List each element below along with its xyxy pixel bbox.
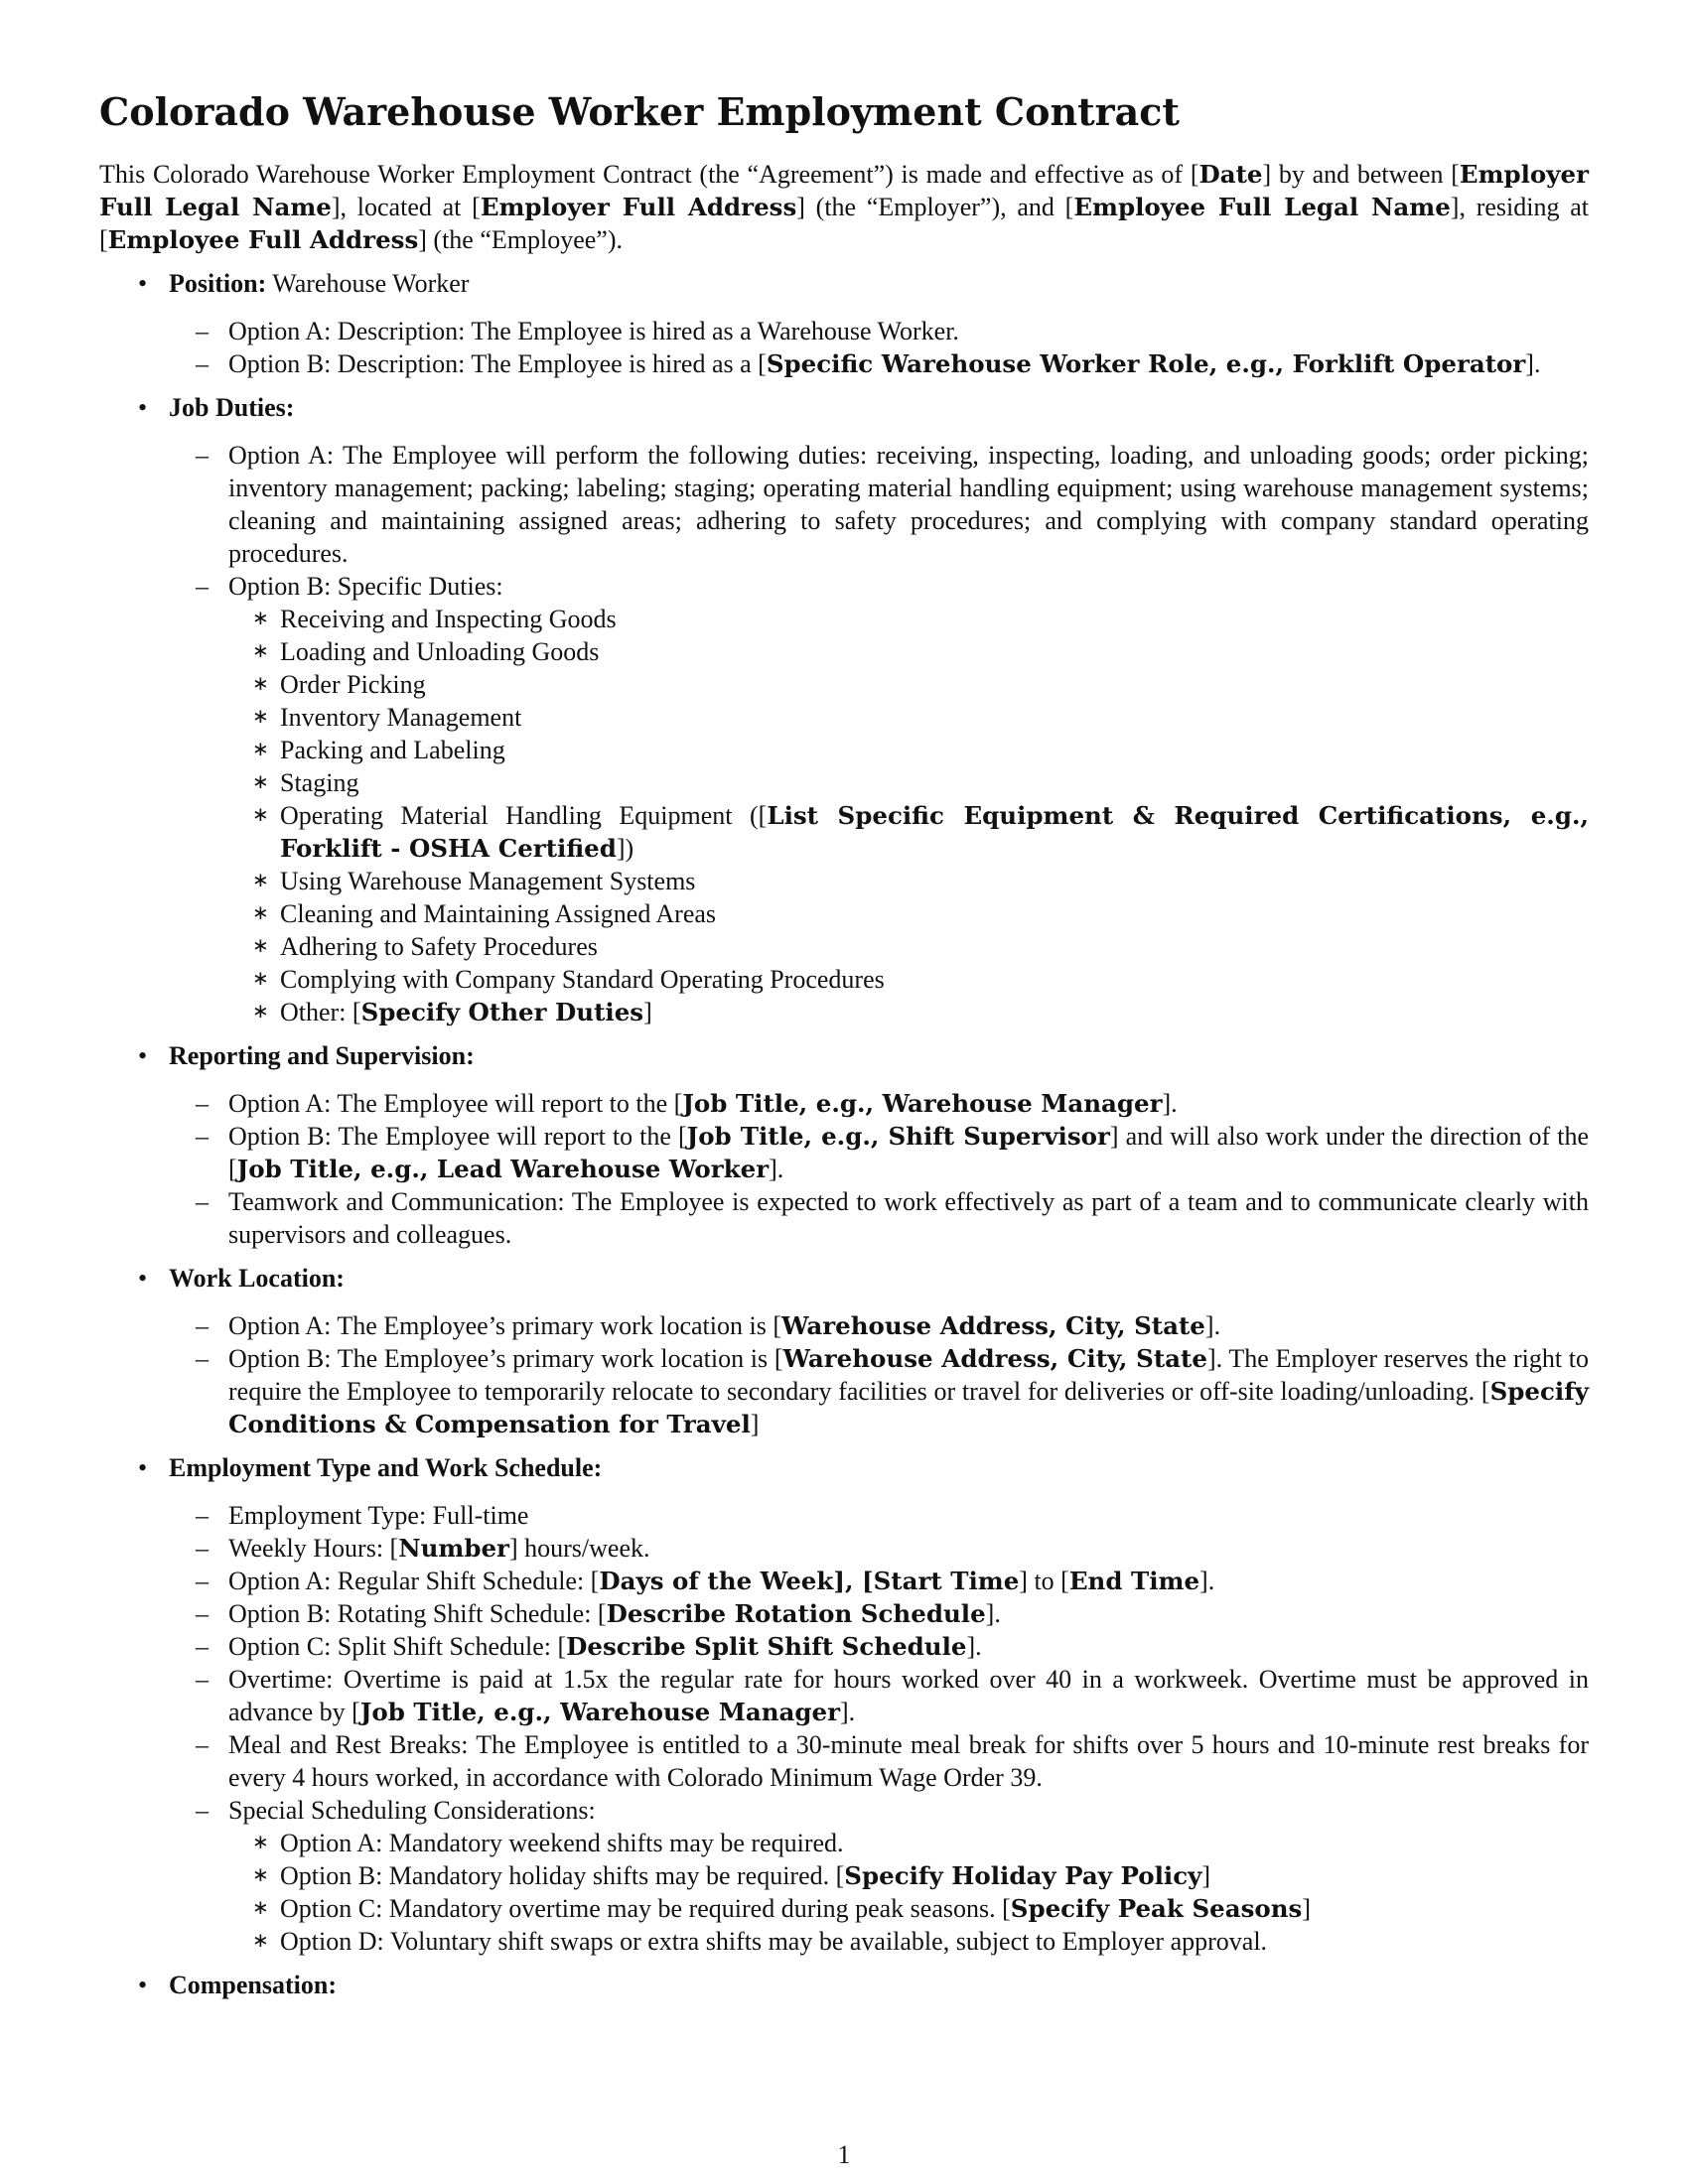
sub-option-list (228, 603, 1589, 1028)
option-item (169, 1630, 1589, 1663)
dash-icon: – (196, 349, 209, 378)
asterisk-icon: ∗ (252, 902, 269, 924)
dash-icon: – (196, 1567, 209, 1595)
option-text (228, 1632, 982, 1661)
asterisk-icon: ∗ (252, 1001, 269, 1023)
sub-option-text (280, 670, 426, 699)
placeholder-field: Specific Warehouse Worker Role, e.g., Forklift Operator (766, 349, 1526, 378)
text-run: Cleaning and Maintaining Assigned Areas (280, 899, 717, 928)
text-run: ]. (1199, 1567, 1215, 1595)
dash-icon: – (196, 1534, 209, 1563)
option-item (169, 1309, 1589, 1342)
sub-option-text (280, 637, 599, 666)
placeholder-field: Job Title, e.g., Warehouse Manager (359, 1698, 841, 1726)
section-heading: Reporting and Supervision: (169, 1041, 475, 1070)
sub-option-text (280, 605, 617, 633)
bullet-icon: • (138, 1453, 148, 1482)
bullet-icon: • (138, 393, 148, 422)
option-text (228, 1187, 1589, 1249)
sub-option-item (228, 766, 1589, 799)
text-run: ]. (1162, 1089, 1178, 1118)
option-item (169, 1087, 1589, 1120)
text-run: ]. (840, 1698, 856, 1726)
text-run: Other: [ (280, 998, 361, 1026)
text-run: Inventory Management (280, 703, 522, 732)
sub-option-item (228, 1859, 1589, 1892)
sub-option-item (228, 799, 1589, 865)
option-item (169, 1597, 1589, 1630)
placeholder-field: Employee Full Legal Name (1073, 193, 1451, 221)
sub-option-item (228, 668, 1589, 701)
sub-option-item (228, 734, 1589, 766)
section-heading: Work Location: (169, 1264, 345, 1293)
section-item (99, 1039, 1589, 1251)
sub-option-text (280, 1861, 1210, 1890)
section-item (99, 391, 1589, 1028)
option-item (169, 1185, 1589, 1251)
section-item (99, 1969, 1589, 2001)
page-title: Colorado Warehouse Worker Employment Contract (99, 89, 1180, 134)
dash-icon: – (196, 1187, 209, 1216)
sub-option-text (280, 1829, 844, 1857)
text-run: Special Scheduling Considerations: (228, 1796, 596, 1825)
asterisk-icon: ∗ (252, 968, 269, 990)
text-run: ]. (1525, 349, 1541, 378)
placeholder-field: Employer Full Address (480, 193, 797, 221)
text-run: ]. (985, 1599, 1001, 1628)
option-text (228, 1796, 596, 1825)
sub-option-item (228, 701, 1589, 734)
section-heading: Compensation: (169, 1971, 338, 1999)
text-run: Option D: Voluntary shift swaps or extra shifts may be available, subject to Employer approval. (280, 1927, 1268, 1956)
text-run: ] (1201, 1861, 1211, 1890)
placeholder-field: Job Title, e.g., Lead Warehouse Worker (236, 1155, 770, 1183)
placeholder-field: Date (1198, 160, 1263, 189)
option-item (169, 570, 1589, 1028)
sub-option-text (280, 768, 358, 797)
asterisk-icon: ∗ (252, 935, 269, 957)
sub-option-text (280, 1894, 1311, 1923)
option-text (228, 1534, 649, 1563)
option-item (169, 1499, 1589, 1532)
document-page (99, 84, 1589, 2001)
sub-option-text (280, 736, 505, 764)
section-heading: Position: (169, 269, 267, 298)
sub-option-text (280, 867, 695, 895)
option-text (228, 317, 959, 345)
text-run: Employment Type: Full-time (228, 1501, 529, 1530)
option-text (228, 1599, 1001, 1628)
placeholder-field: Warehouse Address, City, State (782, 1344, 1207, 1373)
sub-option-item (228, 996, 1589, 1028)
placeholder-field: Specify Conditions & Compensation for Travel (228, 1377, 1589, 1438)
asterisk-icon: ∗ (252, 1832, 269, 1853)
text-run: ]. (1204, 1311, 1221, 1340)
option-item (169, 347, 1589, 380)
option-list (169, 439, 1589, 1028)
asterisk-icon: ∗ (252, 608, 269, 629)
sub-option-text (280, 1927, 1267, 1956)
sub-option-item (228, 1827, 1589, 1859)
asterisk-icon: ∗ (252, 870, 269, 891)
sub-option-text (280, 899, 716, 928)
option-list (169, 1499, 1589, 1958)
option-text (228, 349, 1540, 378)
text-run: ] (the “Employer”), and [ (796, 193, 1074, 221)
bullet-icon: • (138, 1971, 148, 1999)
placeholder-field: Employer Full Legal Name (99, 160, 1589, 221)
text-run: ]. (769, 1155, 784, 1183)
dash-icon: – (196, 1311, 209, 1340)
text-run: Option A: Mandatory weekend shifts may be required. (280, 1829, 844, 1857)
placeholder-field: Specify Peak Seasons (1010, 1894, 1303, 1923)
option-text (228, 1089, 1178, 1118)
text-run: Teamwork and Communication: The Employee is expected to work effectively as part of a team and to communicate clearly with supervisors and colleagues. (228, 1187, 1589, 1249)
placeholder-field: Describe Split Shift Schedule (566, 1632, 967, 1661)
bullet-icon: • (138, 269, 148, 298)
dash-icon: – (196, 1122, 209, 1151)
text-run: Option C: Split Shift Schedule: [ (228, 1632, 567, 1661)
text-run: ]. The Employer reserves the right to require the Employee to temporarily relocate to secondary facilities or travel for deliveries or off-site loading/unloading. [ (228, 1344, 1589, 1406)
option-item (169, 315, 1589, 347)
sub-option-item (228, 930, 1589, 963)
asterisk-icon: ∗ (252, 1930, 269, 1952)
asterisk-icon: ∗ (252, 673, 269, 695)
option-text (228, 1665, 1589, 1726)
text-run: Overtime: Overtime is paid at 1.5x the regular rate for hours worked over 40 in a workweek. Overtime must be approved in advance by [ (228, 1665, 1589, 1726)
sub-option-item (228, 1925, 1589, 1958)
option-item (169, 1728, 1589, 1794)
option-list (169, 1087, 1589, 1251)
option-text (228, 1122, 1589, 1183)
dash-icon: – (196, 1599, 209, 1628)
sub-option-text (280, 801, 1589, 863)
section-item (99, 1451, 1589, 1958)
section-heading: Employment Type and Work Schedule: (169, 1453, 603, 1482)
bullet-icon: • (138, 1041, 148, 1070)
document-body (99, 158, 1589, 2001)
text-run: ], located at [ (331, 193, 481, 221)
dash-icon: – (196, 1089, 209, 1118)
text-run: Option A: The Employee will report to the [ (228, 1089, 683, 1118)
asterisk-icon: ∗ (252, 804, 269, 826)
placeholder-field: Job Title, e.g., Shift Supervisor (686, 1122, 1110, 1151)
option-item (169, 1532, 1589, 1565)
page-number: 1 (837, 2140, 851, 2169)
text-run: Weekly Hours: [ (228, 1534, 399, 1563)
option-item (169, 439, 1589, 570)
asterisk-icon: ∗ (252, 1864, 269, 1886)
text-run: Using Warehouse Management Systems (280, 867, 696, 895)
text-run: Adhering to Safety Procedures (280, 932, 598, 961)
text-run: ]) (616, 834, 634, 863)
dash-icon: – (196, 1730, 209, 1759)
text-run: ] and will also work under the direction of the [ (228, 1122, 1589, 1183)
sub-option-item (228, 635, 1589, 668)
sub-option-item (228, 865, 1589, 897)
text-run: ] (the “Employee”). (418, 225, 623, 254)
asterisk-icon: ∗ (252, 640, 269, 662)
placeholder-field: Job Title, e.g., Warehouse Manager (682, 1089, 1163, 1118)
sub-option-item (228, 1892, 1589, 1925)
text-run: Option B: Mandatory holiday shifts may be required. [ (280, 1861, 845, 1890)
sub-option-item (228, 963, 1589, 996)
text-run: ] hours/week. (508, 1534, 650, 1563)
placeholder-field: List Specific Equipment & Required Certifications, e.g., Forklift - OSHA Certified (280, 801, 1590, 863)
dash-icon: – (196, 1501, 209, 1530)
section-list (99, 267, 1589, 2001)
text-run: ] (1302, 1894, 1312, 1923)
sub-option-item (228, 603, 1589, 635)
text-run: Staging (280, 768, 359, 797)
text-run: Packing and Labeling (280, 736, 505, 764)
placeholder-field: Warehouse Address, City, State (780, 1311, 1205, 1340)
dash-icon: – (196, 1796, 209, 1825)
option-item (169, 1794, 1589, 1958)
text-run: Option A: The Employee’s primary work location is [ (228, 1311, 781, 1340)
asterisk-icon: ∗ (252, 706, 269, 728)
text-run: Option C: Mandatory overtime may be required during peak seasons. [ (280, 1894, 1011, 1923)
option-text (228, 1344, 1589, 1438)
dash-icon: – (196, 572, 209, 601)
option-text (228, 441, 1589, 568)
option-text (228, 1501, 528, 1530)
sub-option-text (280, 932, 598, 961)
option-text (228, 1730, 1589, 1792)
option-item (169, 1663, 1589, 1728)
text-run: ] by and between [ (1262, 160, 1460, 189)
option-item (169, 1342, 1589, 1440)
placeholder-field: End Time (1068, 1567, 1200, 1595)
text-run: ]. (966, 1632, 982, 1661)
text-run: Option B: The Employee’s primary work location is [ (228, 1344, 783, 1373)
asterisk-icon: ∗ (252, 771, 269, 793)
dash-icon: – (196, 1344, 209, 1373)
placeholder-field: Number (398, 1534, 509, 1563)
option-text (228, 572, 503, 601)
sub-option-item (228, 897, 1589, 930)
sub-option-text (280, 703, 521, 732)
text-run: Meal and Rest Breaks: The Employee is entitled to a 30-minute meal break for shifts over 5 hours and 10-minute rest breaks for every 4 hours worked, in accordance with Colorado Minimum Wage Order 39. (228, 1730, 1589, 1792)
option-list (169, 1309, 1589, 1440)
text-run: ] to [ (1019, 1567, 1069, 1595)
text-run: Order Picking (280, 670, 426, 699)
text-run: Receiving and Inspecting Goods (280, 605, 617, 633)
text-run: Operating Material Handling Equipment ([ (280, 801, 768, 830)
dash-icon: – (196, 317, 209, 345)
asterisk-icon: ∗ (252, 739, 269, 760)
option-text (228, 1567, 1214, 1595)
asterisk-icon: ∗ (252, 1897, 269, 1919)
section-heading: Job Duties: (169, 393, 295, 422)
text-run: Option A: The Employee will perform the following duties: receiving, inspecting, loading, and unloading goods; order picking; inventory management; packing; labeling; staging; operating material handling equipment; using warehouse management systems; cleaning and maintaining assigned areas; adhering to safety procedures; and complying with company standard operating procedures. (228, 441, 1589, 568)
sub-option-list (228, 1827, 1589, 1958)
section-heading-value: Warehouse Worker (266, 269, 470, 298)
option-item (169, 1565, 1589, 1597)
option-item (169, 1120, 1589, 1185)
text-run: Option B: The Employee will report to the [ (228, 1122, 687, 1151)
bullet-icon: • (138, 1264, 148, 1293)
text-run: ] (750, 1410, 760, 1438)
placeholder-field: Describe Rotation Schedule (606, 1599, 986, 1628)
dash-icon: – (196, 1632, 209, 1661)
dash-icon: – (196, 441, 209, 470)
text-run: ] (643, 998, 652, 1026)
text-run: Option B: Description: The Employee is hired as a [ (228, 349, 767, 378)
text-run: Option B: Rotating Shift Schedule: [ (228, 1599, 607, 1628)
sub-option-text (280, 998, 652, 1026)
text-run: Option B: Specific Duties: (228, 572, 503, 601)
placeholder-field: Specify Holiday Pay Policy (844, 1861, 1202, 1890)
text-run: This Colorado Warehouse Worker Employment Contract (the “Agreement”) is made and effective as of [ (99, 160, 1199, 189)
sub-option-text (280, 965, 885, 994)
text-run: Option A: Regular Shift Schedule: [ (228, 1567, 600, 1595)
text-run: Option A: Description: The Employee is hired as a Warehouse Worker. (228, 317, 959, 345)
section-item (99, 267, 1589, 380)
placeholder-field: Specify Other Duties (360, 998, 644, 1026)
placeholder-field: Days of the Week], [Start Time (599, 1567, 1020, 1595)
text-run: Complying with Company Standard Operating Procedures (280, 965, 885, 994)
text-run: Loading and Unloading Goods (280, 637, 600, 666)
placeholder-field: Employee Full Address (107, 225, 419, 254)
option-text (228, 1311, 1220, 1340)
text-run: ], residing at [ (99, 193, 1589, 254)
dash-icon: – (196, 1665, 209, 1694)
option-list (169, 315, 1589, 380)
intro-paragraph (99, 158, 1589, 256)
section-item (99, 1262, 1589, 1440)
